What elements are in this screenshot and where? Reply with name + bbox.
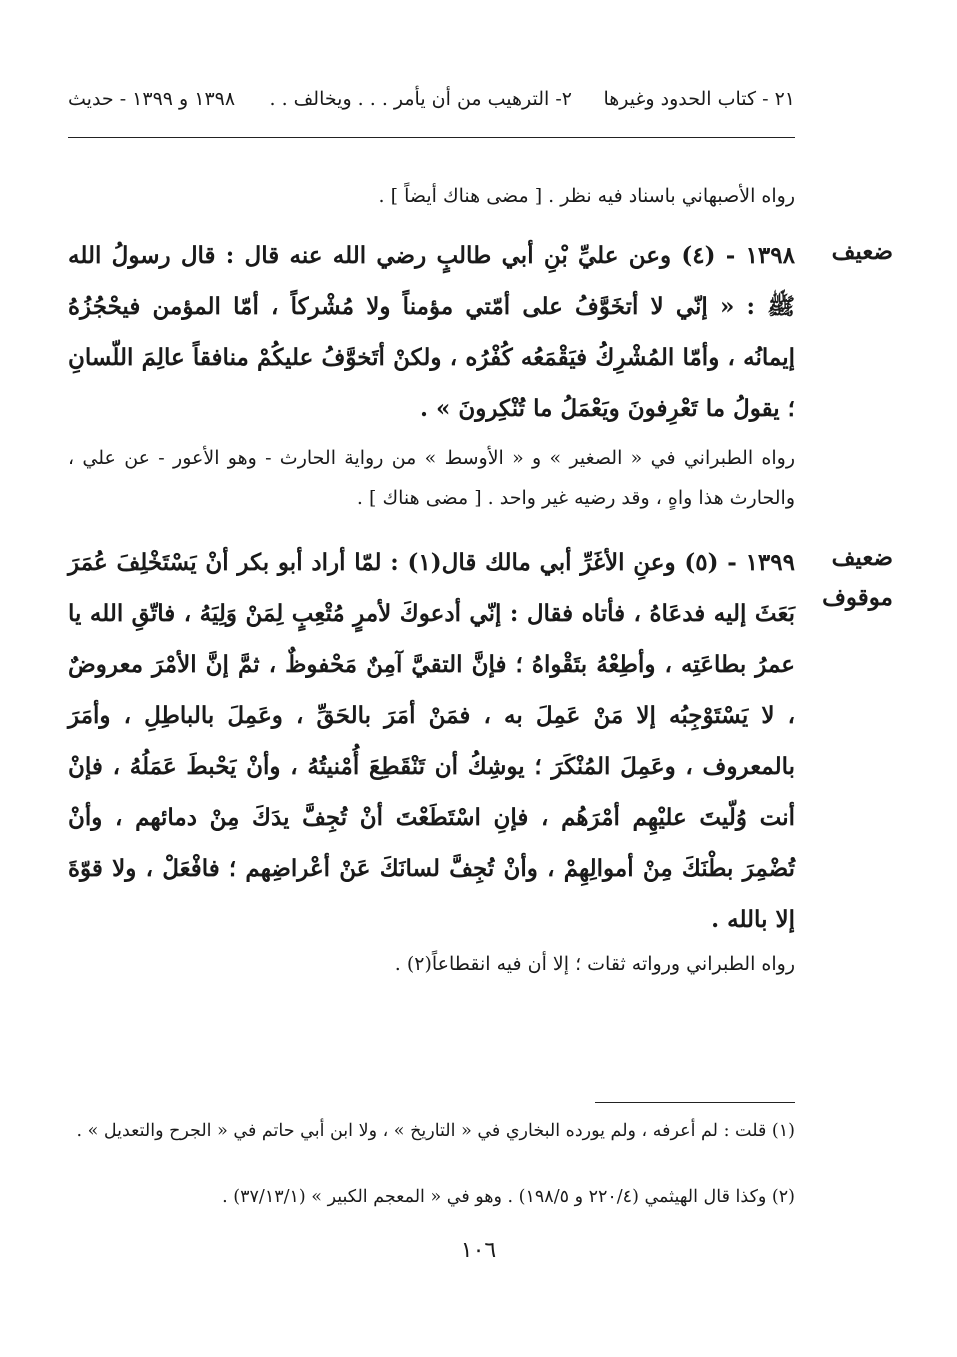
header-chapter: ٢١ - كتاب الحدود وغيرها [603, 88, 795, 110]
hadith-1399-text: ١٣٩٩ - (٥) وعنِ الأغَرِّ أبي مالك قال(١) : لمّا أراد أبو بكر أنْ يَسْتَخْلِفَ عُمَرَ بَعَثَ إليه فدعَاهُ ، فأتاه فقال : إنّي أدعوكَ لأمرٍ مُتْعِبٍ لِمَنْ وَلِيَهُ ، فاتّقِ الله يا عمرُ بطاعَتِه ، وأطِعْهُ بتَقْواهُ ؛ فإنَّ التقيَّ آمِنٌ مَحْفوظٌ ، ثمَّ إنَّ الأمْرَ معروضٌ ، لا يَسْتَوْجِبُه إلا مَنْ عَمِلَ به ، فمَنْ أمَرَ بالحَقِّ ، وعَمِلَ بالباطِلِ ، وأمَرَ بالمعروف ، وعَمِلَ المُنْكَرَ ؛ يوشِكُ أن تَنْقَطِعَ أُمْنيتُهُ ، وأنْ يَحْبطَ عَمَلُهُ ، فإنْ أنت وُلّيتَ عليْهِم أمْرَهُم ، فإنِ اسْتَطَعْتَ أنْ تُجِفَّ يدَكَ مِنْ دمائهم ، وأنْ تُضْمِرَ بطْنَكَ مِنْ أموالِهِمْ ، وأنْ تُجِفَّ لسانَكَ عَنْ أعْراضِهم ؛ فافْعَلْ ، ولا قوّةَ إلا بالله . [68, 549, 795, 933]
header-hadith-range: ١٣٩٨ و ١٣٩٩ - حديث [68, 88, 236, 110]
hadith-1399-grade-weak: ضعيف [831, 544, 893, 571]
top-source-note: رواه الأصبهاني باسناد فيه نظر . [ مضى هناك أيضاً ] . [378, 185, 795, 207]
hadith-1399-source: رواه الطبراني ورواته ثقات ؛ إلا أن فيه انقطاعاً(٢) . [394, 953, 795, 975]
hadith-1398-grade: ضعيف [831, 238, 893, 265]
header-divider [68, 137, 795, 138]
hadith-1399-grade-mawquf: موقوف [822, 584, 893, 611]
header-section: ٢- الترهيب من أن يأمر . . . ويخالف . . [269, 88, 572, 110]
footnote-divider [595, 1102, 795, 1103]
page-number: ١٠٦ [460, 1238, 497, 1263]
hadith-1398-source: رواه الطبراني في « الصغير » و « الأوسط » من رواية الحارث - وهو الأعور - عن علي ، والحارث هذا واهٍ ، وقد رضيه غير واحد . [ مضى هناك ] . [68, 447, 795, 509]
footnote-2: (٢) وكذا قال الهيثمي (٢٢٠/٤ و ١٩٨/٥) . وهو في « المعجم الكبير » (٣٧/١٣/١) . [222, 1187, 795, 1207]
hadith-1398-text: ١٣٩٨ - (٤) وعن عليِّ بْنِ أبي طالبٍ رضي الله عنه قال : قال رسولُ الله ﷺ : « إنّي لا أتخَوَّفُ على أمّتي مؤمناً ولا مُشْركاً ، أمّا المؤمن فيحْجُزُهُ إيمانُه ، وأمّا المُشْرِكُ فيَقْمَعُه كُفْرُه ، ولكنْ أتَخوَّفُ عليكُمْ منافقاً عالِمَ اللّسانِ ؛ يقولُ ما تَعْرِفونَ ويَعْمَلُ ما تُنْكِرونَ » . [68, 242, 795, 422]
footnote-1: (١) قلت : لم أعرفه ، ولم يورده البخاري في « التاريخ » ، ولا ابن أبي حاتم في « الجرح والتعديل » . [76, 1121, 795, 1141]
